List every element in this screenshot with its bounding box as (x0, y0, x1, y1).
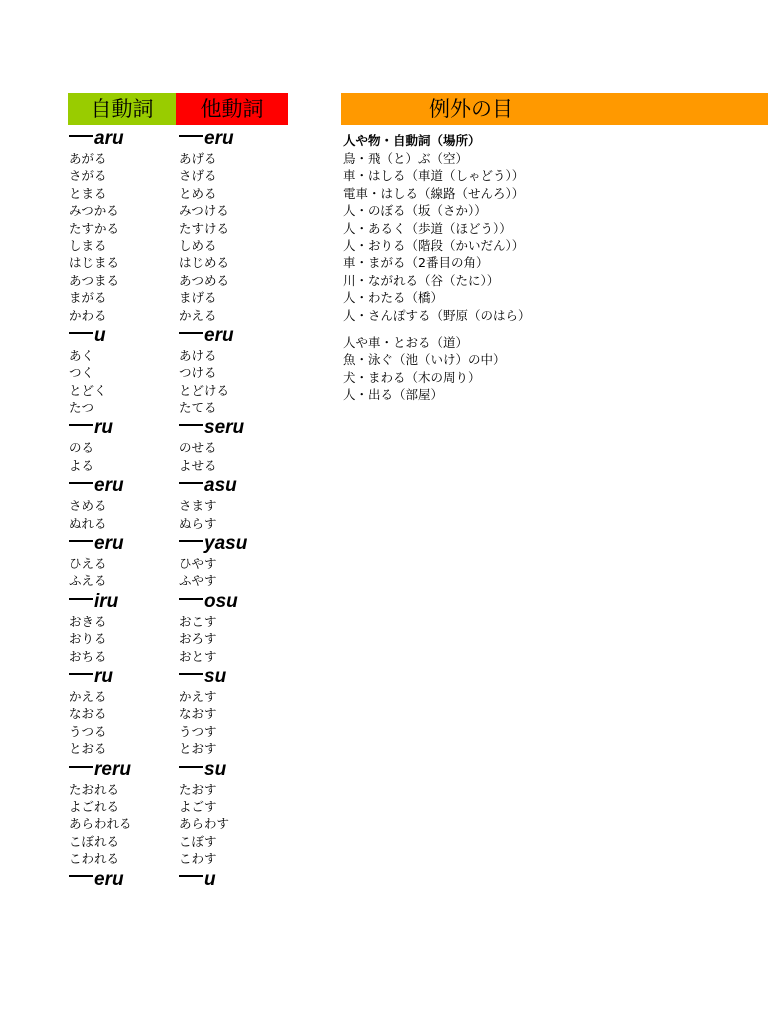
left-verb: みつかる (69, 203, 119, 219)
right-ending-text: su (204, 665, 227, 687)
right-verb: よごす (179, 798, 217, 814)
left-verb: よる (69, 457, 95, 473)
left-verb: しまる (69, 237, 107, 253)
right-verb: おこす (179, 613, 217, 629)
left-ending-text: u (94, 324, 106, 346)
left-verb: つく (69, 365, 95, 381)
right-verb: さげる (179, 168, 217, 184)
right-verb: のせる (179, 440, 217, 456)
left-verb: さめる (69, 498, 107, 514)
dash-mark (69, 766, 93, 768)
dash-mark (179, 424, 203, 426)
exception-item: 人・あるく（歩道（ほどう）） (343, 220, 512, 236)
exception-item: 人・出る（部屋） (343, 387, 444, 403)
transitive-column (179, 127, 289, 891)
dash-mark (69, 598, 93, 600)
header-transitive: 他動詞 (176, 93, 288, 125)
left-ending-text: eru (94, 533, 124, 555)
left-verb: あらわれる (69, 816, 132, 832)
right-verb: あげる (179, 151, 217, 166)
left-verb: こぼれる (69, 833, 120, 849)
left-ending (69, 758, 174, 781)
left-verb: たおれる (69, 781, 120, 797)
exception-item: 電車・はしる（線路（せんろ）） (343, 185, 525, 201)
left-verb: はじまる (69, 255, 120, 271)
right-ending-text: eru (204, 128, 234, 149)
dash-mark (179, 598, 203, 600)
right-verb: あらわす (179, 816, 230, 832)
right-ending (179, 532, 289, 555)
exception-item: 人や車・とおる（道） (343, 334, 469, 350)
left-verb: かわる (69, 307, 107, 323)
left-verb: うつる (69, 723, 107, 739)
left-ending-text: iru (94, 590, 119, 612)
right-verb: みつける (179, 203, 229, 219)
left-verb: ぬれる (69, 515, 107, 531)
left-ending-text: ru (94, 665, 113, 687)
right-verb: こわす (179, 851, 217, 867)
right-verb: あける (179, 347, 217, 363)
left-ending-text: reru (94, 758, 131, 780)
exceptions-title: 人や物・自動詞（場所） (343, 133, 481, 148)
left-verb: まがる (69, 290, 107, 306)
left-verb: たつ (69, 400, 95, 416)
right-ending (179, 324, 289, 347)
left-ending (69, 474, 174, 497)
right-verb: とめる (179, 185, 217, 201)
header-intransitive: 自動詞 (68, 93, 176, 125)
exception-item: 車・まがる（2番目の角） (343, 255, 489, 271)
dash-mark (69, 540, 93, 542)
left-verb: なおる (69, 706, 107, 722)
right-verb: たおす (179, 781, 217, 797)
right-ending (179, 590, 289, 613)
right-verb: あつめる (179, 272, 230, 288)
left-verb: あつまる (69, 272, 120, 288)
dash-mark (69, 482, 93, 484)
left-ending (69, 127, 174, 150)
right-verb: しめる (179, 237, 217, 253)
left-verb: おきる (69, 613, 107, 629)
left-verb: あがる (69, 151, 107, 166)
left-verb: とまる (69, 185, 107, 201)
right-verb: たてる (179, 400, 217, 416)
header-exceptions: 例外の目 (341, 93, 768, 125)
left-ending (69, 868, 174, 891)
right-verb: かえす (179, 688, 217, 704)
dash-mark (69, 875, 93, 877)
exceptions-list (343, 131, 768, 403)
right-verb: ふやす (179, 573, 217, 589)
left-verb: こわれる (69, 851, 120, 867)
right-verb: おとす (179, 648, 217, 664)
left-verb: あく (69, 347, 95, 363)
right-ending (179, 127, 289, 150)
exception-item: 車・はしる（車道（しゃどう）） (343, 168, 525, 184)
right-verb: ぬらす (179, 515, 217, 531)
left-verb: よごれる (69, 798, 120, 814)
exceptions-block-2 (343, 334, 768, 404)
right-ending (179, 474, 289, 497)
left-verb: のる (69, 440, 95, 456)
exception-item: 人・のぼる（坂（さか）） (343, 203, 487, 219)
right-verb: かえる (179, 307, 217, 323)
right-ending (179, 758, 289, 781)
right-verb: まげる (179, 290, 217, 306)
left-ending-text: ru (94, 417, 113, 439)
left-ending-text: aru (94, 128, 124, 149)
dash-mark (179, 875, 203, 877)
right-ending-text: su (204, 758, 227, 780)
right-ending-text: yasu (204, 533, 248, 555)
dash-mark (179, 482, 203, 484)
left-ending-text: eru (94, 868, 124, 890)
left-verb: ひえる (69, 556, 107, 572)
dash-mark (179, 540, 203, 542)
right-verb: とおす (179, 741, 217, 757)
dash-mark (69, 135, 93, 137)
left-ending (69, 416, 174, 439)
right-verb: なおす (179, 706, 217, 722)
right-verb: つける (179, 365, 217, 381)
exception-item: 川・ながれる（谷（たに）） (343, 272, 500, 288)
right-verb: とどける (179, 382, 230, 398)
intransitive-column (69, 127, 174, 891)
dash-mark (69, 332, 93, 334)
right-ending (179, 665, 289, 688)
right-verb: はじめる (179, 255, 230, 271)
right-verb: さます (179, 498, 217, 514)
exceptions-block-1 (343, 150, 768, 324)
dash-mark (179, 673, 203, 675)
dash-mark (179, 135, 203, 137)
right-ending-text: asu (204, 475, 237, 497)
exception-item: 鳥・飛（と）ぶ（空） (343, 151, 469, 166)
dash-mark (179, 332, 203, 334)
right-verb: おろす (179, 631, 217, 647)
dash-mark (179, 766, 203, 768)
dash-mark (69, 424, 93, 426)
right-ending (179, 868, 289, 891)
exception-item: 魚・泳ぐ（池（いけ）の中） (343, 352, 506, 368)
left-ending (69, 665, 174, 688)
exception-item: 人・わたる（橋） (343, 290, 444, 306)
exception-item: 人・おりる（階段（かいだん）） (343, 237, 525, 253)
left-ending (69, 532, 174, 555)
right-ending-text: u (204, 868, 216, 890)
left-verb: かえる (69, 688, 107, 704)
right-verb: よせる (179, 457, 217, 473)
right-ending-text: osu (204, 590, 238, 612)
exception-item: 人・さんぽする（野原（のはら） (343, 307, 531, 323)
left-verb: おりる (69, 631, 107, 647)
left-verb: とどく (69, 382, 107, 398)
dash-mark (69, 673, 93, 675)
right-verb: うつす (179, 723, 217, 739)
left-ending (69, 324, 174, 347)
left-verb: さがる (69, 168, 107, 184)
right-ending-text: eru (204, 324, 234, 346)
right-verb: たすける (179, 220, 230, 236)
right-verb: こぼす (179, 833, 217, 849)
right-ending-text: seru (204, 417, 245, 439)
right-verb: ひやす (179, 556, 217, 572)
left-verb: ふえる (69, 573, 107, 589)
left-verb: おちる (69, 648, 107, 664)
left-ending-text: eru (94, 475, 124, 497)
left-verb: たすかる (69, 220, 120, 236)
exception-item: 犬・まわる（木の周り） (343, 369, 481, 385)
left-ending (69, 590, 174, 613)
left-verb: とおる (69, 741, 107, 757)
right-ending (179, 416, 289, 439)
